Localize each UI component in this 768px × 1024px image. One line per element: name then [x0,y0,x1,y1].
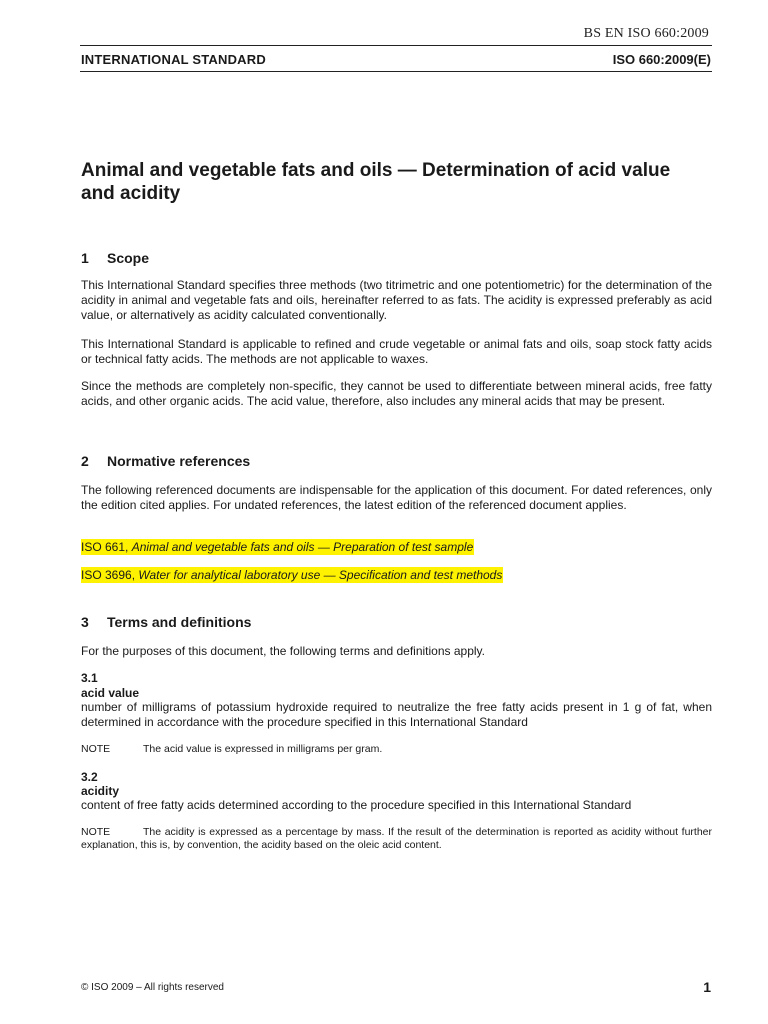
section-title: Normative references [107,453,251,469]
terms-intro: For the purposes of this document, the following terms and definitions apply. [81,644,485,658]
page-number: 1 [703,979,711,995]
reference-code: ISO 3696, [81,568,136,582]
reference-item [81,568,503,583]
scope-paragraph: This International Standard is applicable to refined and crude vegetable or animal fats and oils, soap stock fatty acids or technical fatty acids. The methods are not applicable to waxes. [81,337,712,366]
section-number: 3 [81,614,89,630]
section-heading-scope [81,250,149,266]
header-standard-type: INTERNATIONAL STANDARD [81,52,266,67]
normative-intro: The following referenced documents are indispensable for the application of this document. For dated references, only the edition cited applies. For undated references, the latest edition of the referenced document applies. [81,483,712,512]
reference-item [81,540,474,555]
section-title: Terms and definitions [107,614,252,630]
term-number: 3.2 [81,770,98,784]
note-label: NOTE [81,826,111,838]
reference-title: Animal and vegetable fats and oils — Preparation of test sample [131,540,474,554]
section-heading-normative-references [81,453,250,469]
term-number: 3.1 [81,671,98,685]
term-note [81,743,712,756]
term-note [81,826,712,852]
document-title: Animal and vegetable fats and oils — Determination of acid value and acidity [81,160,671,204]
note-text: The acid value is expressed in milligrams per gram. [143,743,383,755]
term-definition: number of milligrams of potassium hydroxide required to neutralize the free fatty acids present in 1 g of fat, when determined in accordance with the procedure specified in this International Standard [81,700,712,729]
reference-title: Water for analytical laboratory use — Specification and test methods [138,568,503,582]
top-divider [80,45,712,46]
scope-paragraph: Since the methods are completely non-specific, they cannot be used to differentiate between mineral acids, free fatty acids, and other organic acids. The acid value, therefore, also includes any mineral acids that may be present. [81,379,712,408]
note-label: NOTE [81,743,111,755]
bs-reference: BS EN ISO 660:2009 [583,26,709,41]
term-name: acid value [81,686,140,700]
header-standard-number: ISO 660:2009(E) [612,52,711,67]
copyright-notice: © ISO 2009 – All rights reserved [81,982,224,993]
term-name: acidity [81,784,120,798]
reference-code: ISO 661, [81,540,129,554]
term-definition: content of free fatty acids determined according to the procedure specified in this International Standard [81,798,632,812]
section-title: Scope [107,250,150,266]
section-number: 2 [81,453,89,469]
note-text: The acidity is expressed as a percentage by mass. If the result of the determination is reported as acidity without further explanation, this is, by convention, the acidity based on the oleic acid content. [81,826,712,851]
header-divider [80,71,712,72]
section-number: 1 [81,250,89,266]
section-heading-terms-definitions [81,614,251,630]
scope-paragraph: This International Standard specifies three methods (two titrimetric and one potentiometric) for the determination of the acidity in animal and vegetable fats and oils, hereinafter referred to as fats. The acidity is expressed preferably as acid value, or alternatively as acidity calculated conventionally. [81,278,712,322]
